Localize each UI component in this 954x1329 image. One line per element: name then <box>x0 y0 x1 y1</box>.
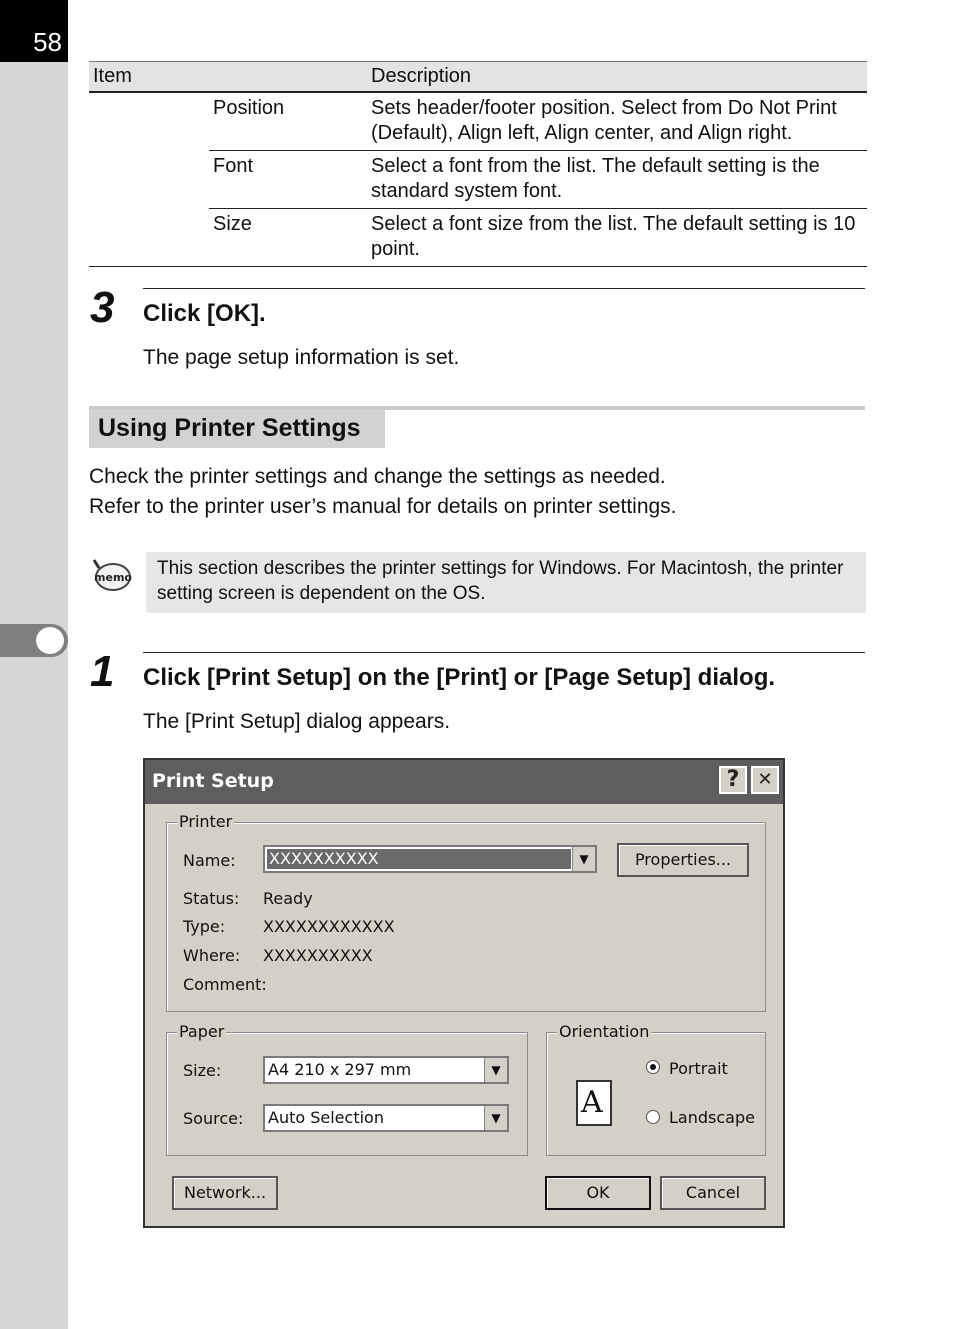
step-1-rule <box>143 652 865 653</box>
printer-where-label: Where: <box>183 946 241 965</box>
table-cell-item: Position <box>209 92 367 151</box>
printer-where-value: XXXXXXXXXX <box>263 946 373 965</box>
step-3-number: 3 <box>90 283 115 332</box>
memo-text: This section describes the printer settings for Windows. For Macintosh, the printer setting screen is dependent on the OS. <box>157 558 844 604</box>
printer-status-label: Status: <box>183 889 240 908</box>
table-cell-description: Select a font size from the list. The default setting is 10 point. <box>367 209 867 267</box>
portrait-label[interactable]: Portrait <box>669 1059 728 1078</box>
portrait-page-icon <box>576 1080 612 1126</box>
memo-icon-label: memo <box>94 571 132 584</box>
portrait-page-letter: A <box>581 1085 603 1120</box>
section-heading: Using Printer Settings <box>98 414 361 442</box>
paper-size-label: Size: <box>183 1061 222 1080</box>
chevron-down-icon[interactable]: ▼ <box>484 1106 507 1130</box>
table-cell-item: Size <box>209 209 367 267</box>
chevron-down-icon[interactable]: ▼ <box>484 1058 507 1082</box>
close-button[interactable]: ✕ <box>751 766 779 794</box>
step-3-body: The page setup information is set. <box>143 346 460 369</box>
table-header-item: Item <box>89 62 367 93</box>
print-setup-dialog <box>143 758 785 1228</box>
ok-button[interactable]: OK <box>545 1176 651 1210</box>
table-header-row <box>89 62 867 93</box>
table-row <box>89 92 867 151</box>
table-cell-description: Select a font from the list. The default setting is the standard system font. <box>367 151 867 209</box>
paper-group-label: Paper <box>179 1022 225 1041</box>
page-number: 58 <box>33 27 62 57</box>
paper-group <box>166 1032 528 1156</box>
step-3-title: Click [OK]. <box>143 300 266 327</box>
printer-name-select[interactable] <box>263 845 597 873</box>
table-header-description: Description <box>367 62 867 93</box>
paper-size-select[interactable] <box>263 1056 509 1084</box>
landscape-label[interactable]: Landscape <box>669 1108 755 1127</box>
step-1-number: 1 <box>90 647 115 696</box>
orientation-group-label: Orientation <box>559 1022 650 1041</box>
printer-group-label: Printer <box>179 812 233 831</box>
chevron-down-icon[interactable]: ▼ <box>572 847 595 871</box>
printer-name-label: Name: <box>183 851 236 870</box>
paper-source-label: Source: <box>183 1109 244 1128</box>
landscape-radio[interactable] <box>646 1110 660 1124</box>
properties-button[interactable]: Properties... <box>617 843 749 877</box>
portrait-radio-dot <box>650 1064 656 1070</box>
help-button[interactable]: ? <box>719 766 747 794</box>
portrait-radio[interactable] <box>646 1060 660 1074</box>
network-button[interactable]: Network... <box>172 1176 278 1210</box>
settings-table <box>89 61 867 267</box>
step-1-title: Click [Print Setup] on the [Print] or [Page Setup] dialog. <box>143 664 776 691</box>
table-cell-description: Sets header/footer position. Select from Do Not Print (Default), Align left, Align center, and Align right. <box>367 92 867 151</box>
table-cell-item: Font <box>209 151 367 209</box>
step-1-body: The [Print Setup] dialog appears. <box>143 710 451 733</box>
side-strip <box>0 0 68 1329</box>
printer-name-value: XXXXXXXXXX <box>267 849 571 869</box>
paper-source-value: Auto Selection <box>268 1108 384 1127</box>
chapter-tab-dot <box>36 627 64 654</box>
printer-status-value: Ready <box>263 889 313 908</box>
paper-source-select[interactable] <box>263 1104 509 1132</box>
memo-icon <box>90 558 132 594</box>
section-paragraph-2: Refer to the printer user’s manual for details on printer settings. <box>89 495 677 518</box>
printer-type-value: XXXXXXXXXXXX <box>263 917 395 936</box>
table-cell-blank <box>89 92 209 267</box>
step-3-rule <box>143 288 865 289</box>
printer-type-label: Type: <box>183 917 226 936</box>
printer-comment-label: Comment: <box>183 975 267 994</box>
dialog-title: Print Setup <box>152 770 274 792</box>
section-paragraph-1: Check the printer settings and change the settings as needed. <box>89 465 666 488</box>
cancel-button[interactable]: Cancel <box>660 1176 766 1210</box>
paper-size-value: A4 210 x 297 mm <box>268 1060 412 1079</box>
